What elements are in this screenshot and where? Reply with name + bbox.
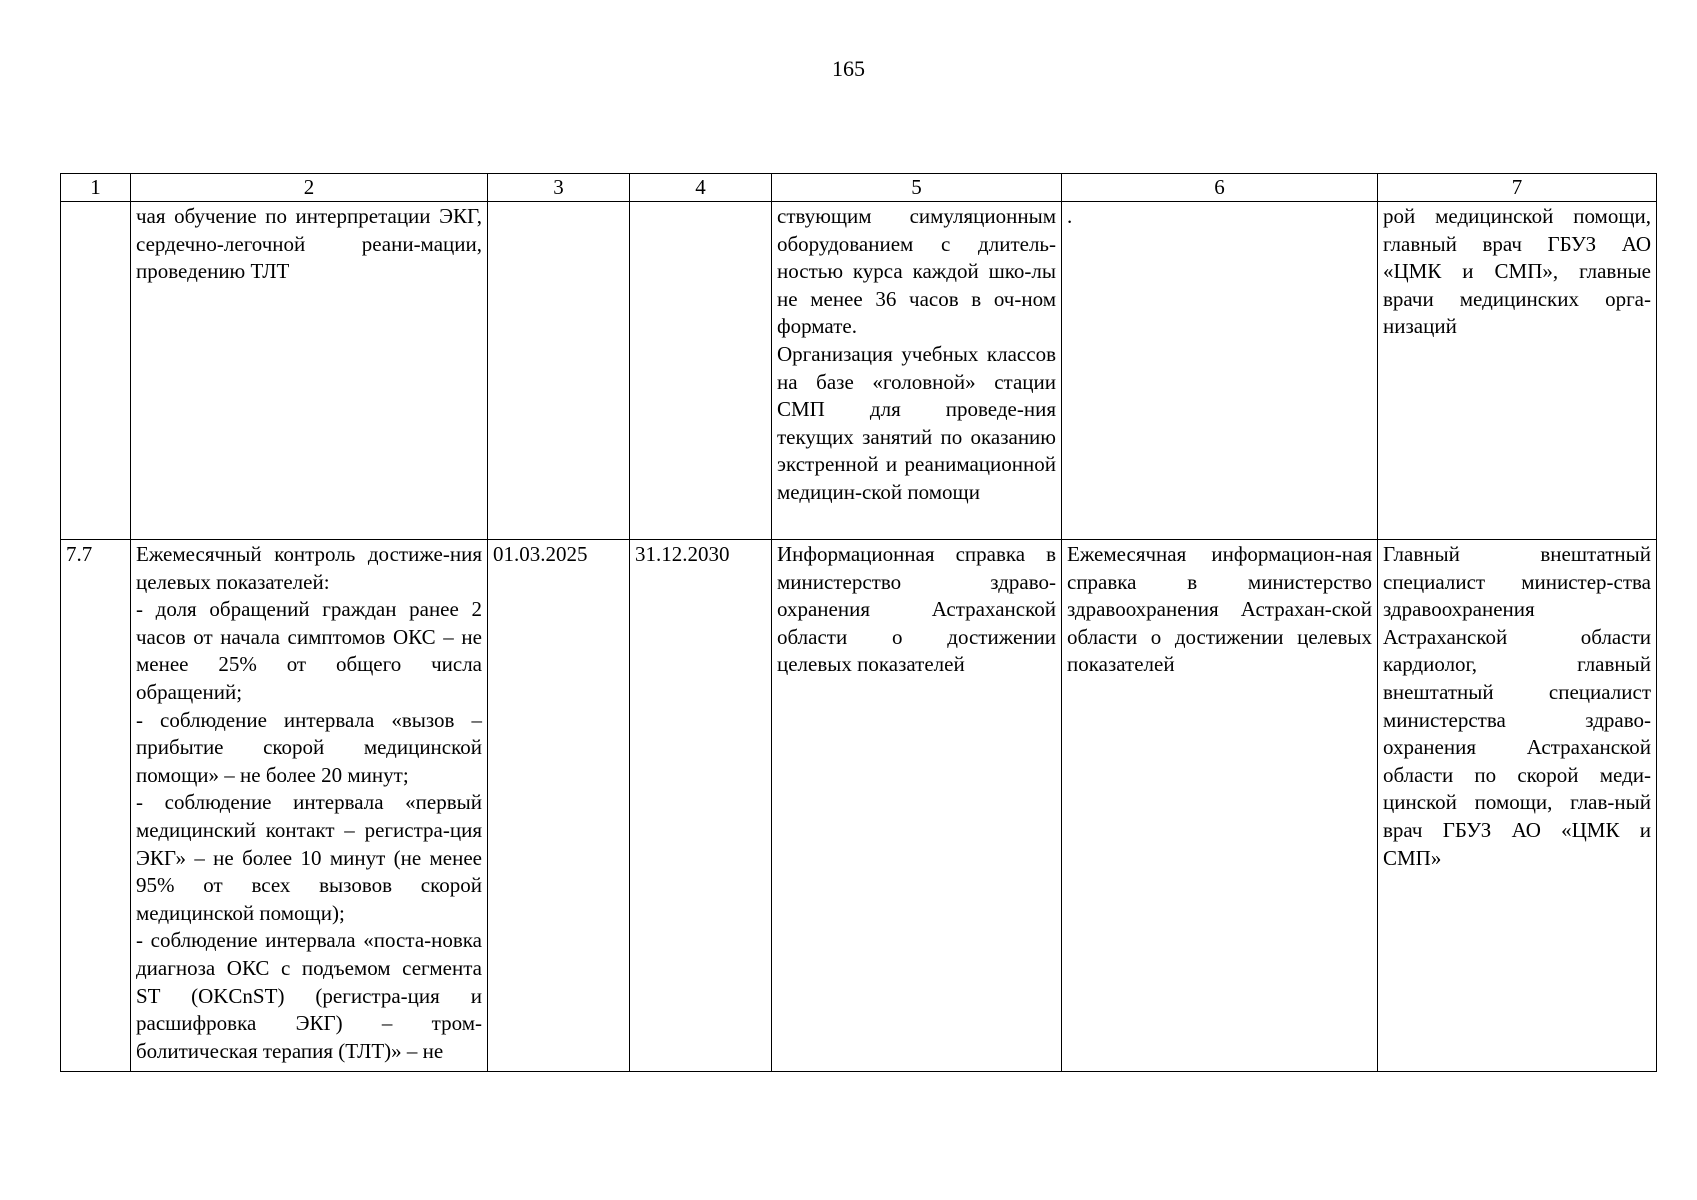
cell-measure: чая обучение по интерпретации ЭКГ, сердечно-легочной реани-мации, проведению ТЛТ: [131, 202, 488, 540]
cell-control-indicator: .: [1062, 202, 1378, 540]
cell-expected-result: ствующим симуляционным оборудованием с длитель-ностью курса каждой шко-лы не менее 36 часов в оч-ном формате. Организация учебных классов на базе «головной» стации СМП для проведе-ния текущих занятий по оказанию экстренной и реанимационной медицин-ской помощи: [772, 202, 1062, 540]
table-row: [61, 202, 1657, 540]
header-row: [61, 174, 1657, 202]
column-header-4: 4: [630, 174, 772, 202]
column-header-7: 7: [1378, 174, 1657, 202]
cell-measure: Ежемесячный контроль достиже-ния целевых показателей: - доля обращений граждан ранее 2 часов от начала симптомов ОКС – не менее 25% от общего числа обращений; - соблюдение интервала «вызов – прибытие скорой медицинской помощи» – не более 20 минут; - соблюдение интервала «первый медицинский контакт – регистра-ция ЭКГ» – не более 10 минут (не менее 95% от всех вызовов скорой медицинской помощи); - соблюдение интервала «поста-новка диагноза ОКС с подъемом сегмента ST (OKCnST) (регистра-ция и расшифровка ЭКГ) – тром-болитическая терапия (ТЛТ)» – не: [131, 540, 488, 1072]
column-header-3: 3: [488, 174, 630, 202]
cell-end-date: [630, 202, 772, 540]
cell-item-number: [61, 202, 131, 540]
page-number: 165: [832, 56, 865, 81]
measures-table: [60, 173, 1657, 1072]
cell-end-date: 31.12.2030: [630, 540, 772, 1072]
cell-item-number: 7.7: [61, 540, 131, 1072]
table-row: [61, 540, 1657, 1072]
column-header-1: 1: [61, 174, 131, 202]
cell-start-date: [488, 202, 630, 540]
column-header-2: 2: [131, 174, 488, 202]
cell-responsible: Главный внештатный специалист министер-ства здравоохранения Астраханской области кардиолог, главный внештатный специалист министерства здраво-охранения Астраханской области по скорой меди-цинской помощи, глав-ный врач ГБУЗ АО «ЦМК и СМП»: [1378, 540, 1657, 1072]
cell-start-date: 01.03.2025: [488, 540, 630, 1072]
cell-expected-result: Информационная справка в министерство здраво-охранения Астраханской области о достижении целевых показателей: [772, 540, 1062, 1072]
cell-responsible: рой медицинской помощи, главный врач ГБУЗ АО «ЦМК и СМП», главные врачи медицинских орга-низаций: [1378, 202, 1657, 540]
column-header-6: 6: [1062, 174, 1378, 202]
cell-control-indicator: Ежемесячная информацион-ная справка в министерство здравоохранения Астрахан-ской области о достижении целевых показателей: [1062, 540, 1378, 1072]
column-header-5: 5: [772, 174, 1062, 202]
